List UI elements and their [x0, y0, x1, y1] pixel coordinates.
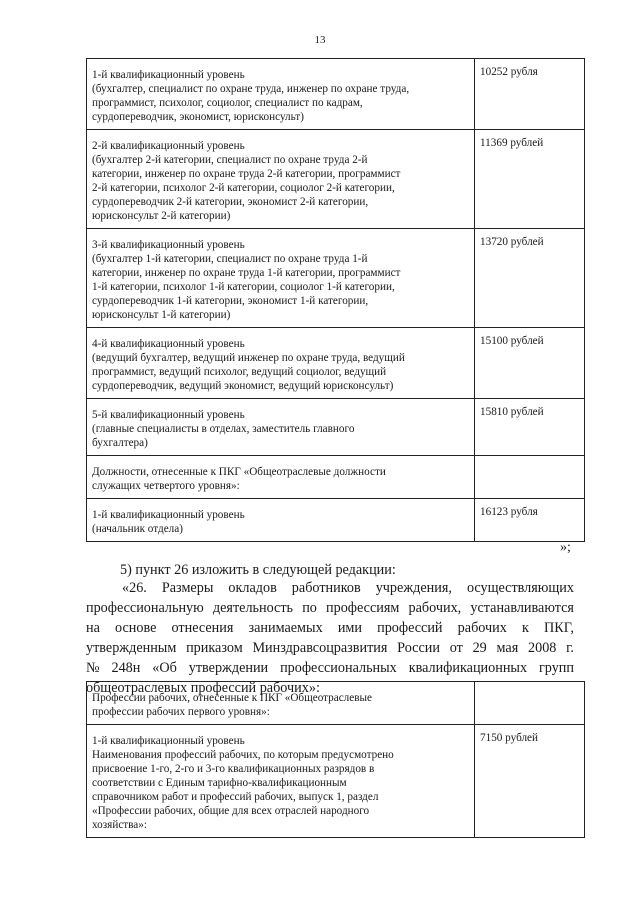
position-text: хозяйства»: [92, 819, 147, 831]
table-row [87, 399, 585, 456]
position-text: 2-й категории, психолог 2-й категории, социолог 2-й категории, [92, 182, 395, 194]
position-text: Наименования профессий рабочих, по которым предусмотрено [92, 749, 394, 761]
salary-cell: 15810 рублей [475, 399, 585, 456]
position-text: 4-й квалификационный уровень [92, 338, 245, 350]
position-cell [87, 399, 475, 456]
page-number: 13 [314, 34, 326, 46]
position-text: категории, инженер по охране труда 1-й категории, программист [92, 267, 401, 279]
position-text: сурдопереводчик, экономист, юрисконсульт) [92, 111, 304, 123]
position-cell [87, 59, 475, 130]
position-text: 5-й квалификационный уровень [92, 409, 245, 421]
salary-cell: 7150 рублей [475, 725, 585, 838]
salary-cell [475, 682, 585, 725]
position-text: (бухгалтер, специалист по охране труда, инженер по охране труда, [92, 83, 410, 95]
salary-cell: 11369 рублей [475, 130, 585, 229]
paragraph-line: профессиональную деятельность по профессиям рабочих, устанавливаются [86, 600, 574, 616]
position-text: бухгалтера) [92, 437, 148, 449]
position-text: программист, психолог, социолог, специалист по кадрам, [92, 97, 363, 109]
table-row [87, 456, 585, 499]
paragraph-line: № 248н «Об утверждении профессиональных квалификационных групп [86, 660, 574, 676]
amendment-point-5: 5) пункт 26 изложить в следующей редакции: [120, 562, 396, 578]
closing-quote: »; [560, 540, 571, 555]
position-text: юрисконсульт 2-й категории) [92, 210, 231, 222]
position-text: (главные специалисты в отделах, заместитель главного [92, 423, 355, 435]
position-text: категории, инженер по охране труда 2-й категории, программист [92, 168, 401, 180]
position-cell [87, 130, 475, 229]
paragraph-line: утвержденным приказом Минздравсоцразвития России от 29 мая 2008 г. [86, 640, 574, 656]
paragraph-line: на основе отнесения занимаемых ими профессий рабочих к ПКГ, [86, 620, 574, 636]
table-row [87, 130, 585, 229]
position-text: Должности, отнесенные к ПКГ «Общеотраслевые должности [92, 466, 386, 478]
position-text: (бухгалтер 2-й категории, специалист по охране труда 2-й [92, 154, 368, 166]
table-row [87, 59, 585, 130]
position-text: служащих четвертого уровня»: [92, 480, 240, 492]
position-text: 3-й квалификационный уровень [92, 239, 245, 251]
position-cell [87, 682, 475, 725]
salary-cell [475, 456, 585, 499]
position-text: справочником работ и профессий рабочих, выпуск 1, раздел [92, 791, 379, 803]
position-text: сурдопереводчик 1-й категории, экономист 1-й категории, [92, 295, 369, 307]
table-row [87, 682, 585, 725]
position-cell [87, 499, 475, 542]
paragraph-line: общеотраслевых профессий рабочих»: [86, 680, 320, 696]
position-cell [87, 456, 475, 499]
position-text: присвоение 1-го, 2-го и 3-го квалификационных разрядов в [92, 763, 375, 775]
position-text: (бухгалтер 1-й категории, специалист по охране труда 1-й [92, 253, 368, 265]
paragraph-line: «26. Размеры окладов работников учреждения, осуществляющих [122, 580, 574, 596]
position-text: 1-й категории, психолог 1-й категории, социолог 1-й категории, [92, 281, 395, 293]
salary-cell: 10252 рубля [475, 59, 585, 130]
position-text: «Профессии рабочих, общие для всех отраслей народного [92, 805, 370, 817]
position-cell [87, 725, 475, 838]
position-cell [87, 229, 475, 328]
position-text: сурдопереводчик, ведущий экономист, ведущий юрисконсульт) [92, 380, 394, 392]
position-text: 1-й квалификационный уровень [92, 509, 245, 521]
table-row [87, 725, 585, 838]
amendment-point-26 [86, 578, 574, 698]
table-row [87, 328, 585, 399]
position-text: (ведущий бухгалтер, ведущий инженер по охране труда, ведущий [92, 352, 405, 364]
position-text: 1-й квалификационный уровень [92, 69, 245, 81]
salary-table-office-staff [86, 58, 585, 542]
table-row [87, 229, 585, 328]
position-text: Профессии рабочих, отнесенные к ПКГ «Общеотраслевые [92, 692, 372, 704]
position-text: профессии рабочих первого уровня»: [92, 706, 270, 718]
position-text: программист, ведущий психолог, ведущий социолог, ведущий [92, 366, 387, 378]
position-text: (начальник отдела) [92, 523, 183, 535]
table-row [87, 499, 585, 542]
position-text: юрисконсульт 1-й категории) [92, 309, 231, 321]
position-text: 2-й квалификационный уровень [92, 140, 245, 152]
salary-table-workers [86, 681, 585, 838]
salary-cell: 13720 рублей [475, 229, 585, 328]
position-cell [87, 328, 475, 399]
salary-cell: 15100 рублей [475, 328, 585, 399]
position-text: соответствии с Единым тарифно-квалификационным [92, 777, 347, 789]
position-text: 1-й квалификационный уровень [92, 735, 245, 747]
salary-cell: 16123 рубля [475, 499, 585, 542]
position-text: сурдопереводчик 2-й категории, экономист 2-й категории, [92, 196, 369, 208]
